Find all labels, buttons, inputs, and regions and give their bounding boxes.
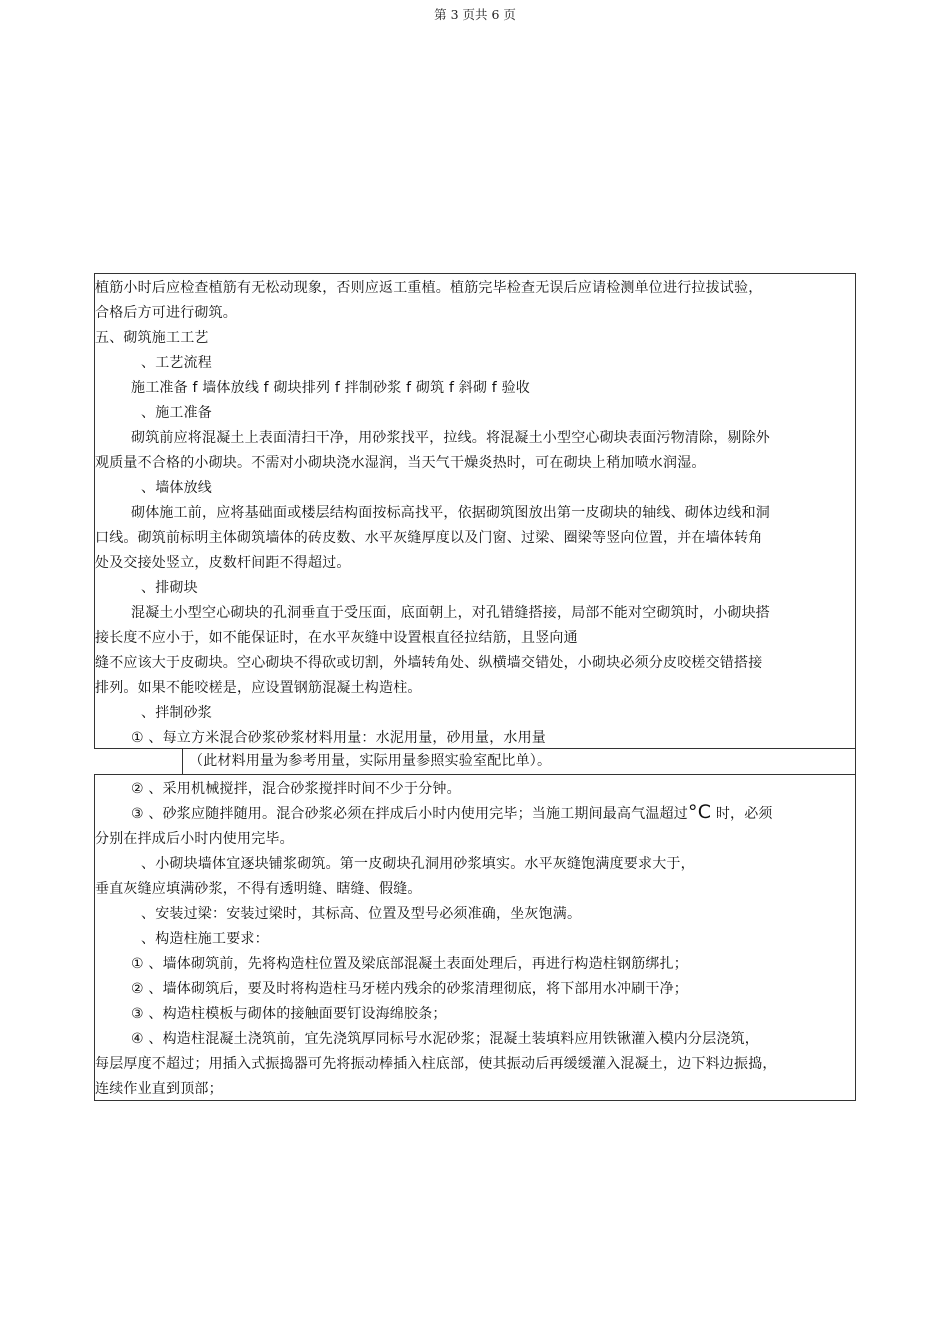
text-line: 接长度不应小于，如不能保证时，在水平灰缝中设置根直径拉结筋，且竖向通 [95, 630, 578, 646]
text-line: 混凝土小型空心砌块的孔洞垂直于受压面，底面朝上，对孔错缝搭接，局部不能对空砌筑时，小砌块搭 [131, 605, 770, 621]
content-table-lower [94, 774, 856, 1101]
page-number-header: 第 3 页共 6 页 [434, 7, 516, 22]
sub-heading: 、墙体放线 [141, 480, 212, 496]
text-line: 垂直灰缝应填满砂浆，不得有透明缝、瞎缝、假缝。 [95, 881, 422, 897]
sub-heading: 、施工准备 [141, 405, 212, 421]
section-heading: 五、砌筑施工工艺 [95, 330, 209, 346]
item-text-tail: 时，必须 [711, 806, 773, 822]
numbered-item: ① 、每立方米混合砂浆砂浆材料用量：水泥用量，砂用量，水用量 [131, 730, 546, 746]
sub-heading: 、排砌块 [141, 580, 198, 596]
text-line: 连续作业直到顶部； [95, 1081, 223, 1097]
numbered-item [131, 801, 773, 826]
text-line: 、安装过梁：安装过梁时，其标高、位置及型号必须准确，坐灰饱满。 [141, 906, 582, 922]
text-line: 、小砌块墙体宜逐块铺浆砌筑。第一皮砌块孔洞用砂浆填实。水平灰缝饱满度要求大于， [141, 856, 695, 872]
text-line: 植筋小时后应检查植筋有无松动现象，否则应返工重植。植筋完毕检查无误后应请检测单位进行拉拔试验， [95, 280, 763, 296]
material-note-row [182, 749, 856, 774]
numbered-item: ③ 、构造柱模板与砌体的接触面要钉设海绵胶条； [131, 1006, 447, 1022]
text-line: 观质量不合格的小砌块。不需对小砌块浇水湿润，当天气干燥炎热时，可在砌块上稍加喷水润湿。 [95, 455, 706, 471]
text-line: 缝不应该大于皮砌块。空心砌块不得砍或切割，外墙转角处、纵横墙交错处，小砌块必须分皮咬槎交错搭接 [95, 655, 763, 671]
text-line: 处及交接处竖立，皮数杆间距不得超过。 [95, 555, 351, 571]
process-flow: 施工准备 f 墙体放线 f 砌块排列 f 拌制砂浆 f 砌筑 f 斜砌 f 验收 [131, 380, 530, 396]
text-line: 分别在拌成后小时内使用完毕。 [95, 831, 294, 847]
sub-heading: 、拌制砂浆 [141, 705, 212, 721]
text-line: 排列。如果不能咬槎是，应设置钢筋混凝土构造柱。 [95, 680, 422, 696]
sub-heading: 、构造柱施工要求： [141, 931, 269, 947]
content-table-upper [94, 273, 856, 749]
numbered-item: ② 、采用机械搅拌，混合砂浆搅拌时间不少于分钟。 [131, 781, 461, 797]
numbered-item: ④ 、构造柱混凝土浇筑前，宜先浇筑厚同标号水泥砂浆；混凝土装填料应用铁锹灌入模内分层浇筑， [131, 1031, 759, 1047]
text-line: 每层厚度不超过；用插入式振捣器可先将振动棒插入柱底部，使其振动后再缓缓灌入混凝土，边下料边振捣， [95, 1056, 777, 1072]
text-line: 砌体施工前，应将基础面或楼层结构面按标高找平，依据砌筑图放出第一皮砌块的轴线、砌体边线和洞 [131, 505, 770, 521]
sub-heading: 、工艺流程 [141, 355, 212, 371]
numbered-item: ① 、墙体砌筑前，先将构造柱位置及梁底部混凝土表面处理后，再进行构造柱钢筋绑扎； [131, 956, 688, 972]
text-line: 砌筑前应将混凝土上表面清扫干净，用砂浆找平，拉线。将混凝土小型空心砌块表面污物清除，剔除外 [131, 430, 770, 446]
item-text: ③ 、砂浆应随拌随用。混合砂浆必须在拌成后小时内使用完毕；当施工期间最高气温超过 [131, 806, 688, 822]
text-line: 口线。砌筑前标明主体砌筑墙体的砖皮数、水平灰缝厚度以及门窗、过梁、圈梁等竖向位置，并在墙体转角 [95, 530, 763, 546]
numbered-item: ② 、墙体砌筑后，要及时将构造柱马牙槎内残余的砂浆清理彻底，将下部用水冲刷干净； [131, 981, 688, 997]
material-note: （此材料用量为参考用量，实际用量参照实验室配比单）。 [189, 753, 552, 769]
text-line: 合格后方可进行砌筑。 [95, 305, 237, 321]
degree-symbol: °C [688, 801, 712, 823]
